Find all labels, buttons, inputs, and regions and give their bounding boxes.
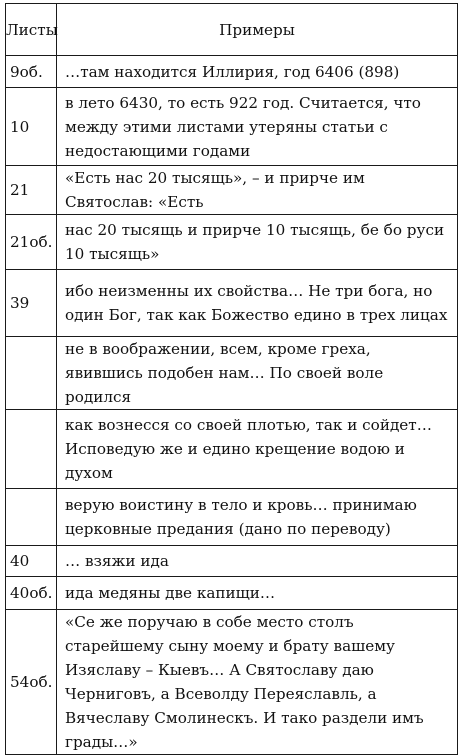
example-cell: верую воистину в тело и кровь… принимаю церковные предания (дано по переводу) (57, 489, 458, 546)
leaf-cell: 54об. (6, 610, 57, 755)
example-cell: ибо неизменны их свойства… Не три бога, но один Бог, так как Божество едино в трех лицах (57, 270, 458, 337)
example-cell: не в воображении, всем, кроме греха, явившись подобен нам… По своей воле родился (57, 337, 458, 410)
example-cell: …там находится Иллирия, год 6406 (898) (57, 56, 458, 88)
header-leaves: Листы (6, 4, 57, 56)
example-cell: нас 20 тысящь и прирче 10 тысящь, бе бо руси 10 тысящь» (57, 215, 458, 270)
header-row (6, 4, 458, 56)
leaf-cell: 40об. (6, 577, 57, 610)
example-cell: … взяжи ида (57, 546, 458, 577)
leaf-cell: 21 (6, 166, 57, 215)
table-row (6, 546, 458, 577)
table-row (6, 270, 458, 337)
table-row (6, 610, 458, 755)
example-cell: в лето 6430, то есть 922 год. Считается, что между этими листами утеряны статьи с недостающими годами (57, 88, 458, 166)
leaf-cell: 39 (6, 270, 57, 337)
leaf-cell: 10 (6, 88, 57, 166)
table-row (6, 215, 458, 270)
table-row (6, 489, 458, 546)
examples-table (5, 3, 458, 755)
table-row (6, 410, 458, 489)
header-examples: Примеры (57, 4, 458, 56)
leaf-cell: 21об. (6, 215, 57, 270)
table-row (6, 166, 458, 215)
leaf-cell (6, 410, 57, 489)
leaf-cell (6, 337, 57, 410)
example-cell: «Есть нас 20 тысящь», – и прирче им Святослав: «Есть (57, 166, 458, 215)
leaf-cell: 9об. (6, 56, 57, 88)
table-row (6, 577, 458, 610)
example-cell: как вознесся со своей плотью, так и сойдет… Исповедую же и едино крещение водою и духом (57, 410, 458, 489)
table-row (6, 88, 458, 166)
example-cell: «Се же поручаю в собе место столъ старейшему сыну моему и брату вашему Изяславу – Кыевъ… А Святославу даю Черниговъ, а Всеволду Переяславль, а Вячеславу Смолинескъ. И тако раздели имъ грады…» (57, 610, 458, 755)
table-row (6, 56, 458, 88)
leaf-cell: 40 (6, 546, 57, 577)
leaf-cell (6, 489, 57, 546)
example-cell: ида медяны две капищи… (57, 577, 458, 610)
table-row (6, 337, 458, 410)
